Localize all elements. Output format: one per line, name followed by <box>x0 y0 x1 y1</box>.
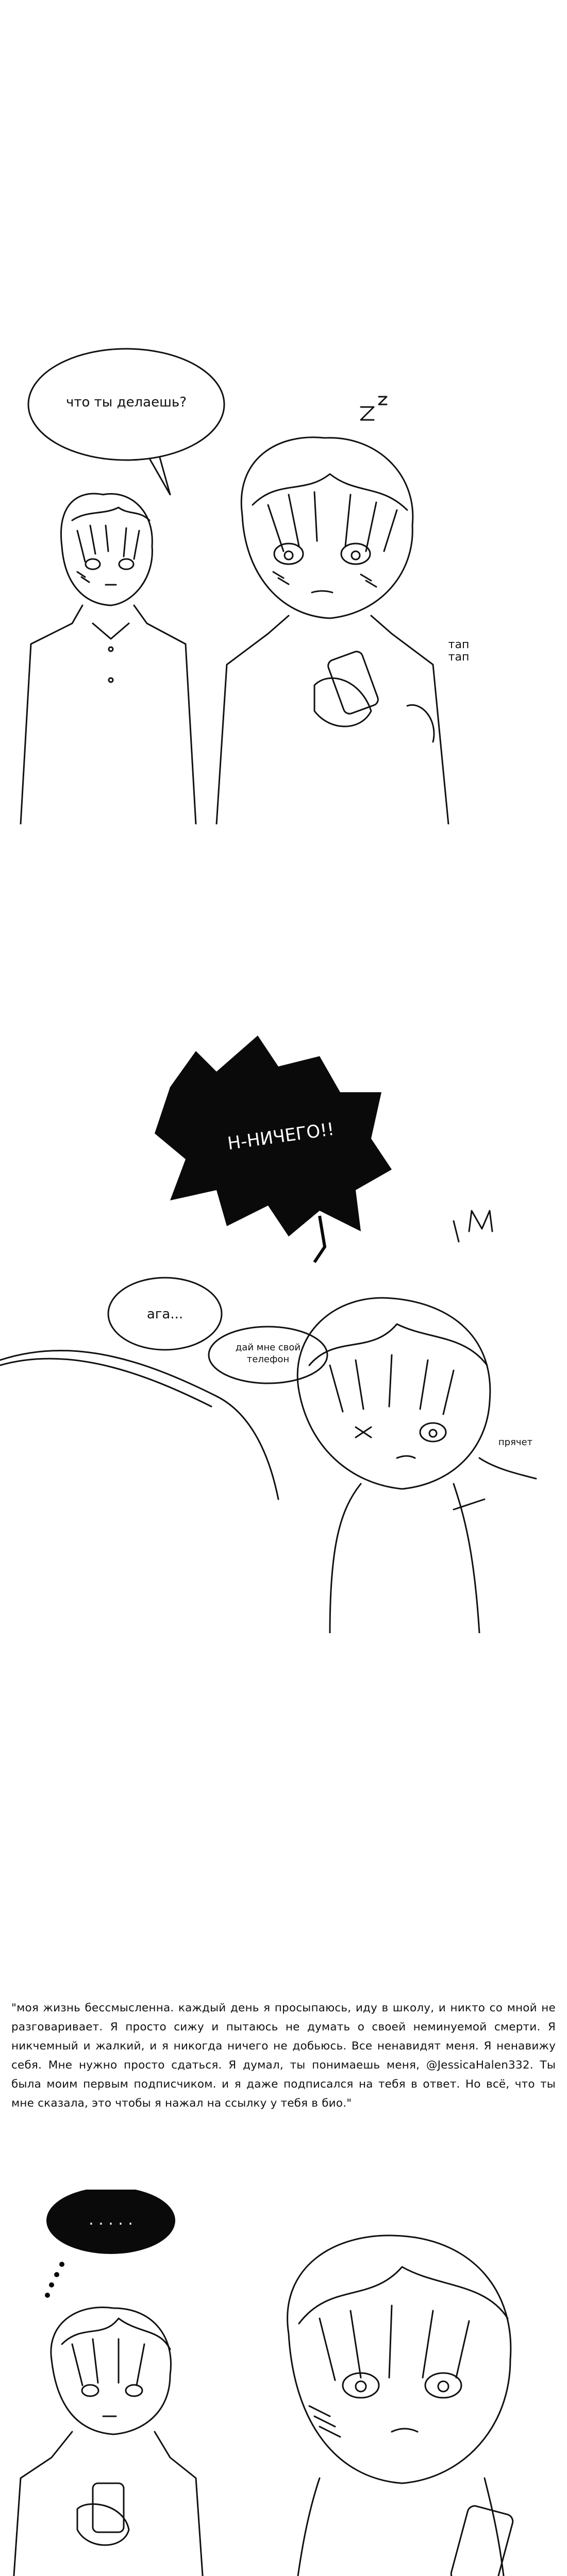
dots-text: . . . . . <box>89 2211 133 2229</box>
speech-question-text: что ты делаешь? <box>65 395 187 410</box>
panel-1-artwork <box>0 0 567 824</box>
panel-1 <box>0 0 567 824</box>
narration-text: "моя жизнь бессмысленна. каждый день я просыпаюсь, иду в школу, и никто со мной не разговаривает. Я просто сижу и пытаюсь не думать о своей неминуемой смерти. Я никчемный и жалкий, и я никогда ничего не добьюсь. Все ненавидят меня. Я ненавижу себя. Мне нужно просто сдаться. Я думал, ты понимаешь меня, @JessicaHalen332. Ты была моим первым подписчиком. и я даже подписался на тебя в ответ. Но всё, что ты мне сказала, это чтобы я нажал на ссылку у тебя в био." <box>11 2002 556 2110</box>
sfx-hides-text: прячет <box>498 1437 533 1448</box>
panel-3 <box>0 2190 567 2576</box>
panel-3-artwork <box>0 2190 567 2576</box>
sfx-tap-text: тап тап <box>448 638 470 664</box>
panel-2-artwork <box>0 1005 567 1633</box>
speech-aga-text: ага... <box>146 1307 184 1322</box>
panel-2 <box>0 1005 567 1633</box>
shout-text: Н-НИЧЕГО!! <box>226 1118 336 1155</box>
speech-give-phone-text: дай мне свой телефон <box>235 1342 301 1365</box>
